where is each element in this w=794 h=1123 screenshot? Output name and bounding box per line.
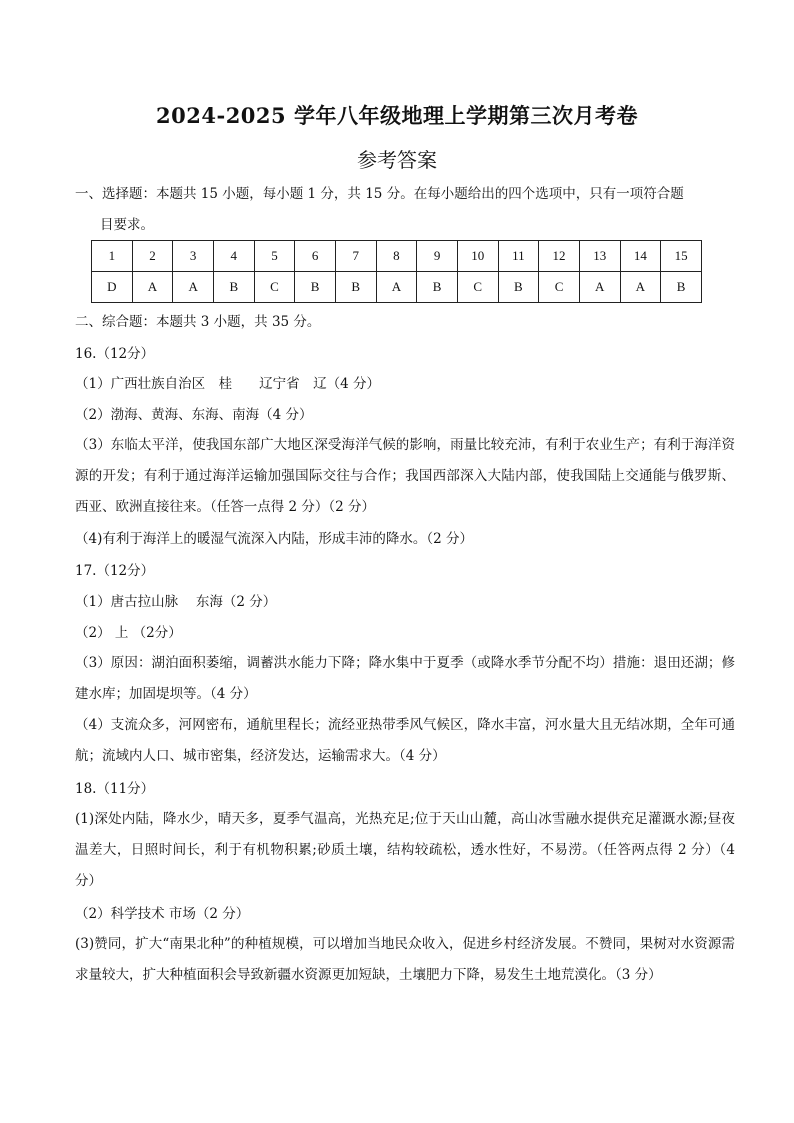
question-number-cell: 2 [132, 241, 173, 272]
q17-header: 17.（12分） [75, 563, 155, 579]
question-number-cell: 3 [173, 241, 214, 272]
answer-cell: A [132, 272, 173, 303]
answer-cell: D [92, 272, 133, 303]
answer-cell: B [661, 272, 702, 303]
answer-cell: B [498, 272, 539, 303]
q17-answer-2: （2） 上 （2分） [75, 625, 182, 641]
answer-cell: A [620, 272, 661, 303]
q16-header: 16.（12分） [75, 346, 155, 362]
answer-cell: A [579, 272, 620, 303]
question-number-cell: 10 [457, 241, 498, 272]
answer-cell: B [335, 272, 376, 303]
answer-cell: C [539, 272, 580, 303]
q16-answer-1: （1）广西壮族自治区 桂 辽宁省 辽（4 分） [75, 376, 380, 392]
question-number-cell: 11 [498, 241, 539, 272]
q18-header: 18.（11分） [75, 781, 155, 797]
question-number-cell: 14 [620, 241, 661, 272]
answer-table-number-row [92, 241, 702, 272]
question-number-cell: 13 [579, 241, 620, 272]
answer-cell: A [376, 272, 417, 303]
q17-answer-3: （3）原因：湖泊面积萎缩，调蓄洪水能力下降；降水集中于夏季（或降水季节分配不均）措施：退田还湖；修建水库；加固堤坝等。（4 分） [75, 655, 735, 702]
question-number-cell: 7 [335, 241, 376, 272]
question-number-cell: 6 [295, 241, 336, 272]
answer-cell: B [417, 272, 458, 303]
question-number-cell: 12 [539, 241, 580, 272]
answer-cell: C [457, 272, 498, 303]
answer-cell: A [173, 272, 214, 303]
question-number-cell: 5 [254, 241, 295, 272]
q17-answer-1: （1）唐古拉山脉 东海（2 分） [75, 594, 277, 610]
q18-answer-3: (3)赞同，扩大“南果北种”的种植规模，可以增加当地民众收入，促进乡村经济发展。不赞同，果树对水资源需求量较大，扩大种植面积会导致新疆水资源更加短缺，土壤肥力下降，易发生土地荒漠化。（3 分） [75, 936, 735, 983]
page-subtitle: 参考答案 [357, 148, 437, 172]
section1-instructions-line2: 目要求。 [100, 217, 154, 233]
answer-cell: B [213, 272, 254, 303]
answer-cell: B [295, 272, 336, 303]
q17-answer-4: （4）支流众多，河网密布，通航里程长；流经亚热带季风气候区，降水丰富，河水量大且无结冰期，全年可通航；流域内人口、城市密集，经济发达，运输需求大。（4 分） [75, 717, 735, 764]
q18-answer-2: （2）科学技术 市场（2 分） [75, 906, 250, 922]
question-number-cell: 15 [661, 241, 702, 272]
section2-heading: 二、综合题：本题共 3 小题，共 35 分。 [75, 314, 321, 330]
q16-answer-3: （3）东临太平洋，使我国东部广大地区深受海洋气候的影响，雨量比较充沛，有利于农业生产；有利于海洋资源的开发；有利于通过海洋运输加强国际交往与合作；我国西部深入大陆内部，使我国陆上交通能与俄罗斯、西亚、欧洲直接往来。（任答一点得 2 分）（2 分） [75, 437, 735, 515]
section1-instructions-line1: 一、选择题：本题共 15 小题，每小题 1 分，共 15 分。在每小题给出的四个选项中，只有一项符合题 [75, 186, 684, 202]
answer-table-answer-row [92, 272, 702, 303]
question-number-cell: 9 [417, 241, 458, 272]
q16-answer-2: （2）渤海、黄海、东海、南海（4 分） [75, 407, 313, 423]
question-number-cell: 1 [92, 241, 133, 272]
answer-table [91, 240, 702, 303]
question-number-cell: 4 [213, 241, 254, 272]
question-number-cell: 8 [376, 241, 417, 272]
page-title: 2024-2025 学年八年级地理上学期第三次月考卷 [156, 103, 638, 128]
q18-answer-1: (1)深处内陆，降水少，晴天多，夏季气温高，光热充足;位于天山山麓，高山冰雪融水提供充足灌溉水源;昼夜温差大，日照时间长，利于有机物积累;砂质土壤，结构较疏松，透水性好，不易涝。（任答两点得 2 分）（4 分） [75, 811, 735, 889]
answer-cell: C [254, 272, 295, 303]
q16-answer-4: （4)有利于海洋上的暖湿气流深入内陆，形成丰沛的降水。（2 分） [75, 531, 473, 547]
